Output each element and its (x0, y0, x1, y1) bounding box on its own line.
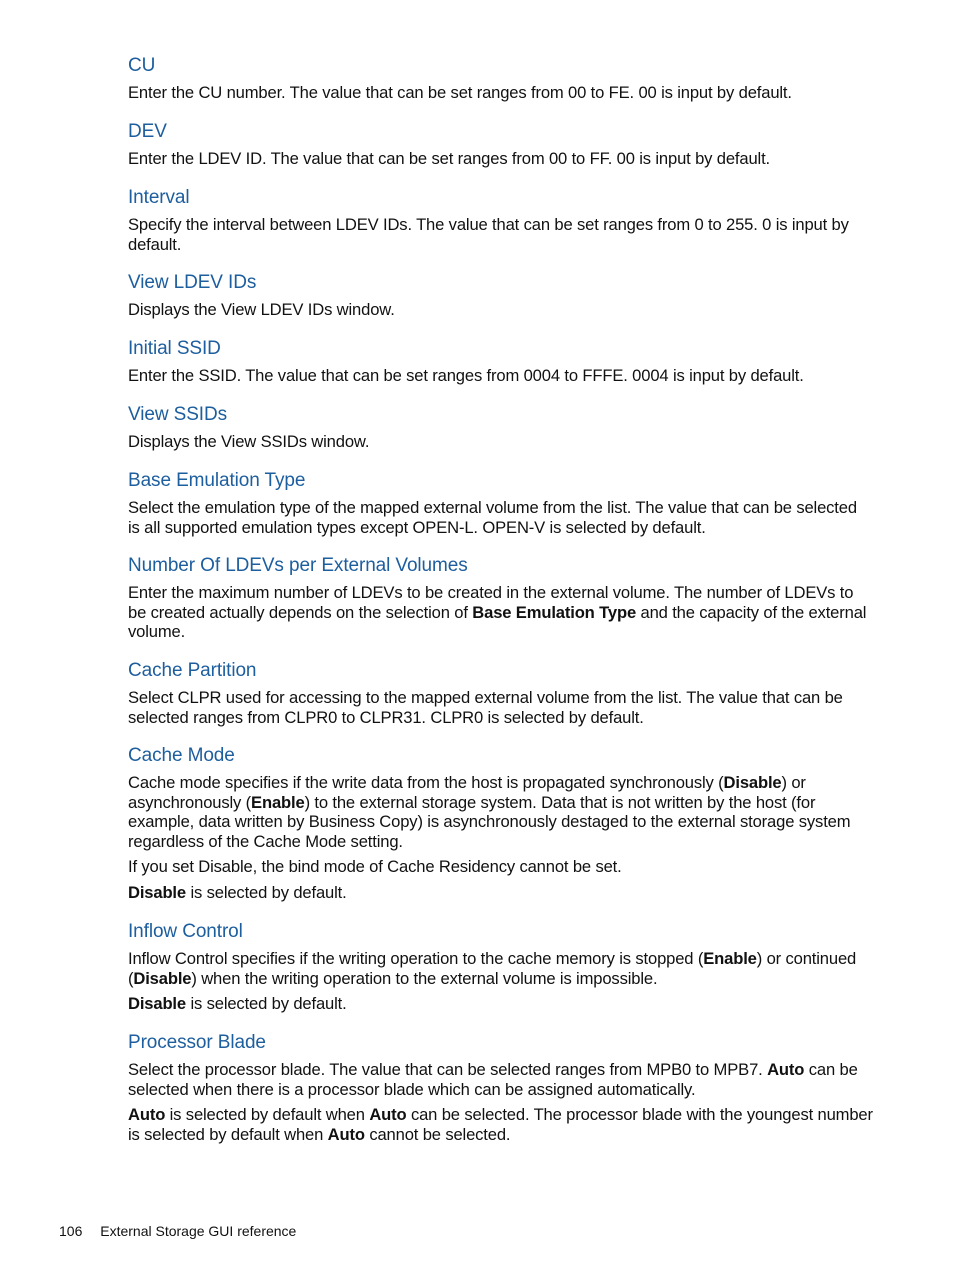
paragraph (128, 83, 873, 103)
text-run: Enter the SSID. The value that can be set ranges from 0004 to FFFE. 0004 is input by default. (128, 366, 804, 385)
paragraph (128, 773, 873, 851)
section-heading: CU (128, 55, 156, 76)
section-heading: Cache Partition (128, 660, 257, 681)
section-view-ssids (128, 404, 873, 452)
section-number-of-ldevs-per-external-volumes (128, 555, 873, 642)
text-run: is selected by default. (185, 882, 347, 902)
page-number: 106 (59, 1223, 83, 1239)
paragraph (128, 583, 873, 642)
bold-term: Auto (767, 1060, 805, 1079)
bold-term: Auto (369, 1105, 407, 1125)
section-heading: Processor Blade (128, 1032, 266, 1053)
section-heading: Inflow Control (128, 921, 243, 942)
text-run: is selected by default when (165, 1105, 370, 1125)
text-run: can be selected. The processor blade with the youngest number is selected by default when (128, 1105, 873, 1144)
section-cu (128, 55, 873, 103)
section-cache-partition (128, 660, 873, 727)
section-heading: View LDEV IDs (128, 272, 257, 293)
section-base-emulation-type (128, 470, 873, 537)
text-run: Inflow Control specifies if the writing operation to the cache memory is stopped ( (128, 949, 704, 968)
bold-term: Enable (251, 792, 305, 812)
text-run: Enter the LDEV ID. The value that can be set ranges from 00 to FF. 00 is input by default. (128, 149, 771, 168)
text-run: Displays the View SSIDs window. (128, 432, 370, 451)
bold-term: Base Emulation Type (472, 602, 637, 622)
text-run: Select the emulation type of the mapped external volume from the list. The value that can be selected is all supported emulation types except OPEN-L. OPEN-V is selected by default. (128, 498, 857, 537)
bold-term: Auto (327, 1124, 365, 1144)
text-run: Specify the interval between LDEV IDs. The value that can be set ranges from 0 to 255. 0 is input by default. (128, 215, 849, 254)
paragraph (128, 994, 873, 1014)
section-inflow-control (128, 921, 873, 1014)
paragraph (128, 215, 873, 254)
section-initial-ssid (128, 338, 873, 386)
text-run: Enter the CU number. The value that can be set ranges from 00 to FE. 00 is input by default. (128, 83, 792, 102)
text-run: can be selected when there is a processor blade which can be assigned automatically. (128, 1060, 858, 1099)
bold-term: Disable (128, 882, 186, 902)
bold-term: Disable (128, 994, 186, 1014)
section-cache-mode (128, 745, 873, 903)
text-run: Enter the maximum number of LDEVs to be created in the external volume. The number of LDEVs to be created actually depends on the selection of (128, 583, 854, 622)
text-run: Cache mode specifies if the write data from the host is propagated synchronously ( (128, 773, 724, 792)
bold-term: Auto (128, 1105, 166, 1125)
bold-term: Disable (723, 773, 782, 792)
text-run: ) when the writing operation to the external volume is impossible. (191, 968, 658, 988)
section-heading: Cache Mode (128, 745, 235, 766)
text-run: cannot be selected. (364, 1124, 511, 1144)
paragraph (128, 300, 873, 320)
section-heading: View SSIDs (128, 404, 227, 425)
text-run: is selected by default. (185, 994, 347, 1014)
text-run: Select the processor blade. The value that can be selected ranges from MPB0 to MPB7. (128, 1060, 768, 1079)
text-run: Displays the View LDEV IDs window. (128, 300, 395, 319)
section-heading: Number Of LDEVs per External Volumes (128, 555, 468, 576)
section-heading: Initial SSID (128, 338, 221, 359)
section-dev (128, 121, 873, 169)
section-processor-blade (128, 1032, 873, 1144)
section-heading: Base Emulation Type (128, 470, 306, 491)
section-heading: Interval (128, 187, 190, 208)
text-run: and the capacity of the external volume. (128, 602, 867, 642)
text-run: ) or continued ( (128, 949, 857, 988)
paragraph (128, 857, 873, 877)
text-run: ) to the external storage system. Data that is not written by the host (for example, data written by Business Copy) is asynchronously destaged to the external storage system regardless of the Cache Mode setting. (128, 792, 851, 851)
section-view-ldev-ids (128, 272, 873, 320)
text-run: If you set Disable, the bind mode of Cache Residency cannot be set. (128, 857, 622, 877)
bold-term: Disable (133, 968, 192, 988)
paragraph (128, 366, 873, 386)
text-run: Select CLPR used for accessing to the mapped external volume from the list. The value that can be selected ranges from CLPR0 to CLPR31. CLPR0 is selected by default. (128, 688, 843, 727)
text-run: ) or asynchronously ( (128, 773, 806, 812)
paragraph (128, 949, 873, 988)
paragraph (128, 432, 873, 452)
section-interval (128, 187, 873, 254)
paragraph (128, 1105, 873, 1144)
section-heading: DEV (128, 121, 167, 142)
footer-title: External Storage GUI reference (100, 1223, 297, 1239)
paragraph (128, 1060, 873, 1099)
bold-term: Enable (703, 949, 757, 968)
paragraph (128, 883, 873, 903)
paragraph (128, 498, 873, 537)
paragraph (128, 688, 873, 727)
paragraph (128, 149, 873, 169)
page-footer (59, 1222, 296, 1240)
